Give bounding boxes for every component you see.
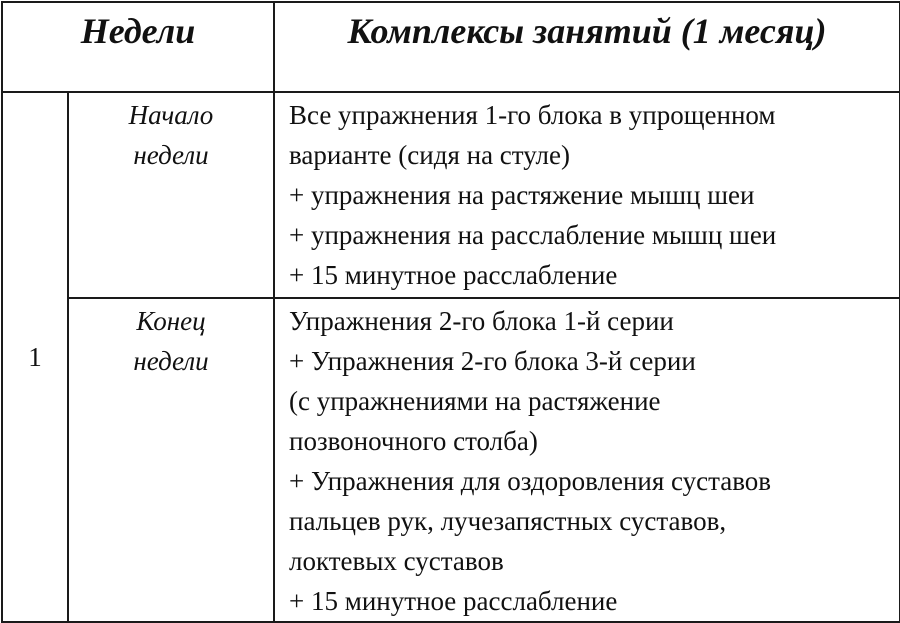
table-row (2, 92, 900, 298)
content-line: Упражнения 2-го блока 1-й серии (289, 306, 674, 336)
week-end-label-line: Конец (136, 306, 206, 336)
header-row (2, 2, 900, 92)
content-line: варианте (сидя на стуле) (289, 140, 570, 170)
header-weeks: Недели (2, 2, 274, 92)
content-line: + Упражнения для оздоровления суставов (289, 466, 772, 496)
content-line: локтевых суставов (289, 546, 504, 576)
content-line: + 15 минутное расслабление (289, 260, 618, 290)
content-line: + 15 минутное расслабление (289, 586, 618, 616)
week-end-label-line: недели (133, 346, 209, 376)
content-line: пальцев рук, лучезапястных суставов, (289, 506, 727, 536)
header-complexes: Комплексы занятий (1 месяц) (274, 2, 900, 92)
week-start-label-line: Начало (128, 100, 214, 130)
week-start-label (68, 92, 274, 298)
table-row (2, 298, 900, 622)
week-end-content (274, 298, 900, 622)
content-line: + упражнения на растяжение мышц шеи (289, 180, 755, 210)
week-start-label-line: недели (133, 140, 209, 170)
week-start-content (274, 92, 900, 298)
content-line: (с упражнениями на растяжение (289, 386, 661, 416)
week-number: 1 (2, 92, 68, 622)
content-line: позвоночного столба) (289, 426, 538, 456)
content-line: + упражнения на расслабление мышц шеи (289, 220, 777, 250)
content-line: Все упражнения 1-го блока в упрощенном (289, 100, 776, 130)
schedule-table (1, 1, 900, 623)
content-line: + Упражнения 2-го блока 3-й серии (289, 346, 696, 376)
week-end-label (68, 298, 274, 622)
